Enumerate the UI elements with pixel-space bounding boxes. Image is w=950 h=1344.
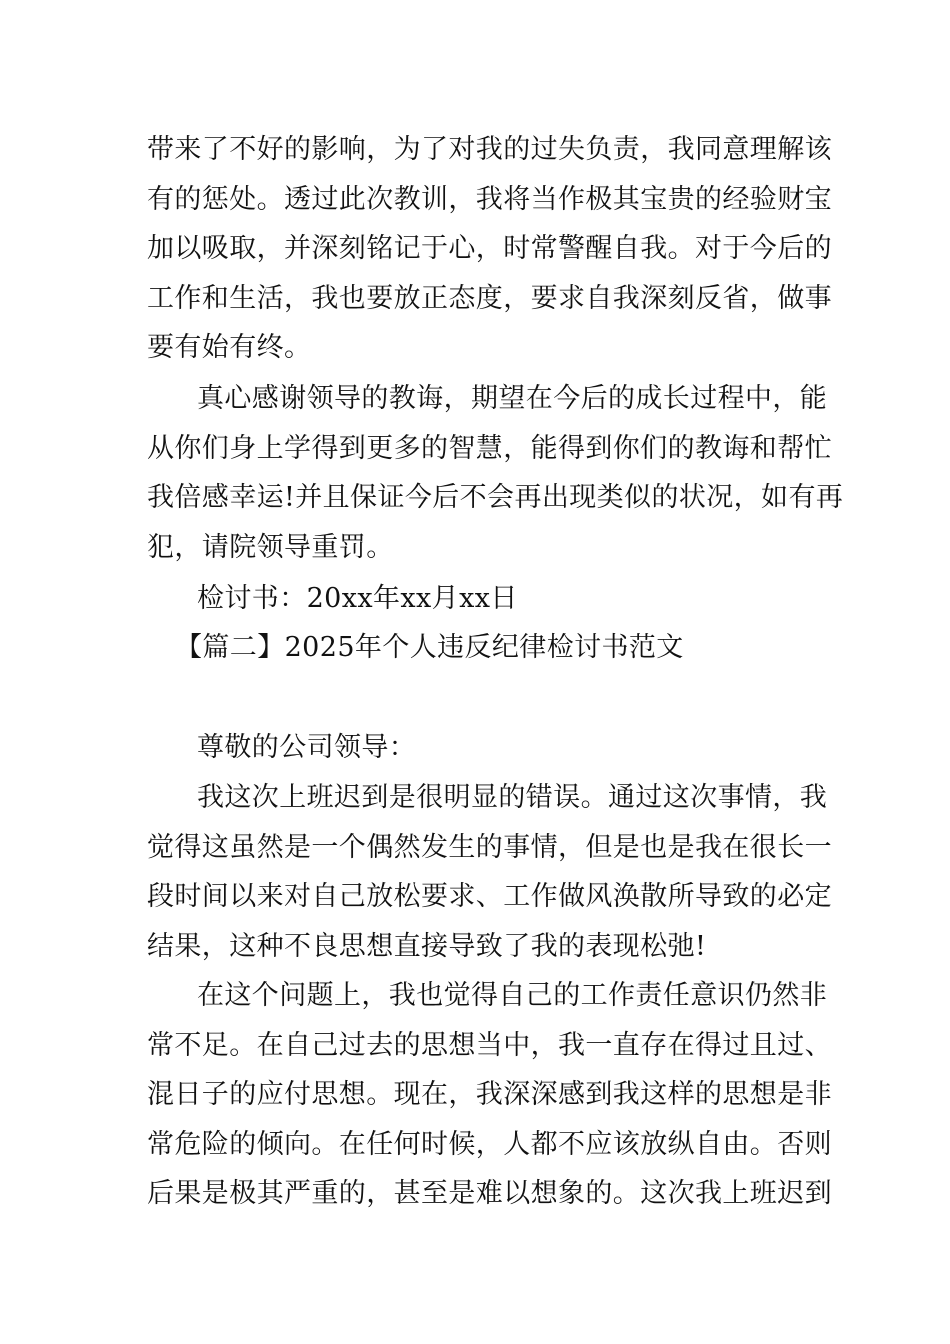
section-heading: 【篇二】2025年个人违反纪律检讨书范文 <box>175 632 684 663</box>
paragraph-late <box>147 773 832 971</box>
text-line: 要有始有终。 <box>147 332 312 363</box>
text-line: 在这个问题上，我也觉得自己的工作责任意识仍然非 <box>197 980 828 1011</box>
text-line: 工作和生活，我也要放正态度，要求自我深刻反省，做事 <box>147 282 832 314</box>
text-line: 我倍感幸运!并且保证今后不会再出现类似的状况，如有再 <box>147 482 844 513</box>
text-line: 结果，这种不良思想直接导致了我的表现松弛! <box>147 930 707 962</box>
text-line: 从你们身上学得到更多的智慧，能得到你们的教诲和帮忙 <box>147 432 832 464</box>
text-line: 后果是极其严重的，甚至是难以想象的。这次我上班迟到 <box>147 1178 832 1209</box>
text-line: 真心感谢领导的教诲，期望在今后的成长过程中，能 <box>197 383 828 414</box>
paragraph-responsibility <box>147 971 832 1219</box>
paragraph-continued <box>147 125 832 373</box>
text-line: 常危险的倾向。在任何时候，人都不应该放纵自由。否则 <box>147 1128 832 1160</box>
text-line: 我这次上班迟到是很明显的错误。通过这次事情，我 <box>197 782 828 813</box>
paragraph-thanks <box>147 374 844 572</box>
text-line: 混日子的应付思想。现在，我深深感到我这样的思想是非 <box>147 1079 832 1110</box>
signature-date: 检讨书：20xx年xx月xx日 <box>197 583 518 614</box>
text-line: 加以吸取，并深刻铭记于心，时常警醒自我。对于今后的 <box>147 233 832 264</box>
text-line: 常不足。在自己过去的思想当中，我一直存在得过且过、 <box>147 1029 832 1061</box>
text-line: 有的惩处。透过此次教训，我将当作极其宝贵的经验财宝 <box>147 183 832 215</box>
salutation: 尊敬的公司领导： <box>197 732 417 763</box>
text-line: 段时间以来对自己放松要求、工作做风涣散所导致的必定 <box>147 881 832 912</box>
text-line: 犯，请院领导重罚。 <box>147 531 394 563</box>
text-line: 觉得这虽然是一个偶然发生的事情，但是也是我在很长一 <box>147 831 832 863</box>
text-line: 带来了不好的影响，为了对我的过失负责，我同意理解该 <box>147 134 832 165</box>
